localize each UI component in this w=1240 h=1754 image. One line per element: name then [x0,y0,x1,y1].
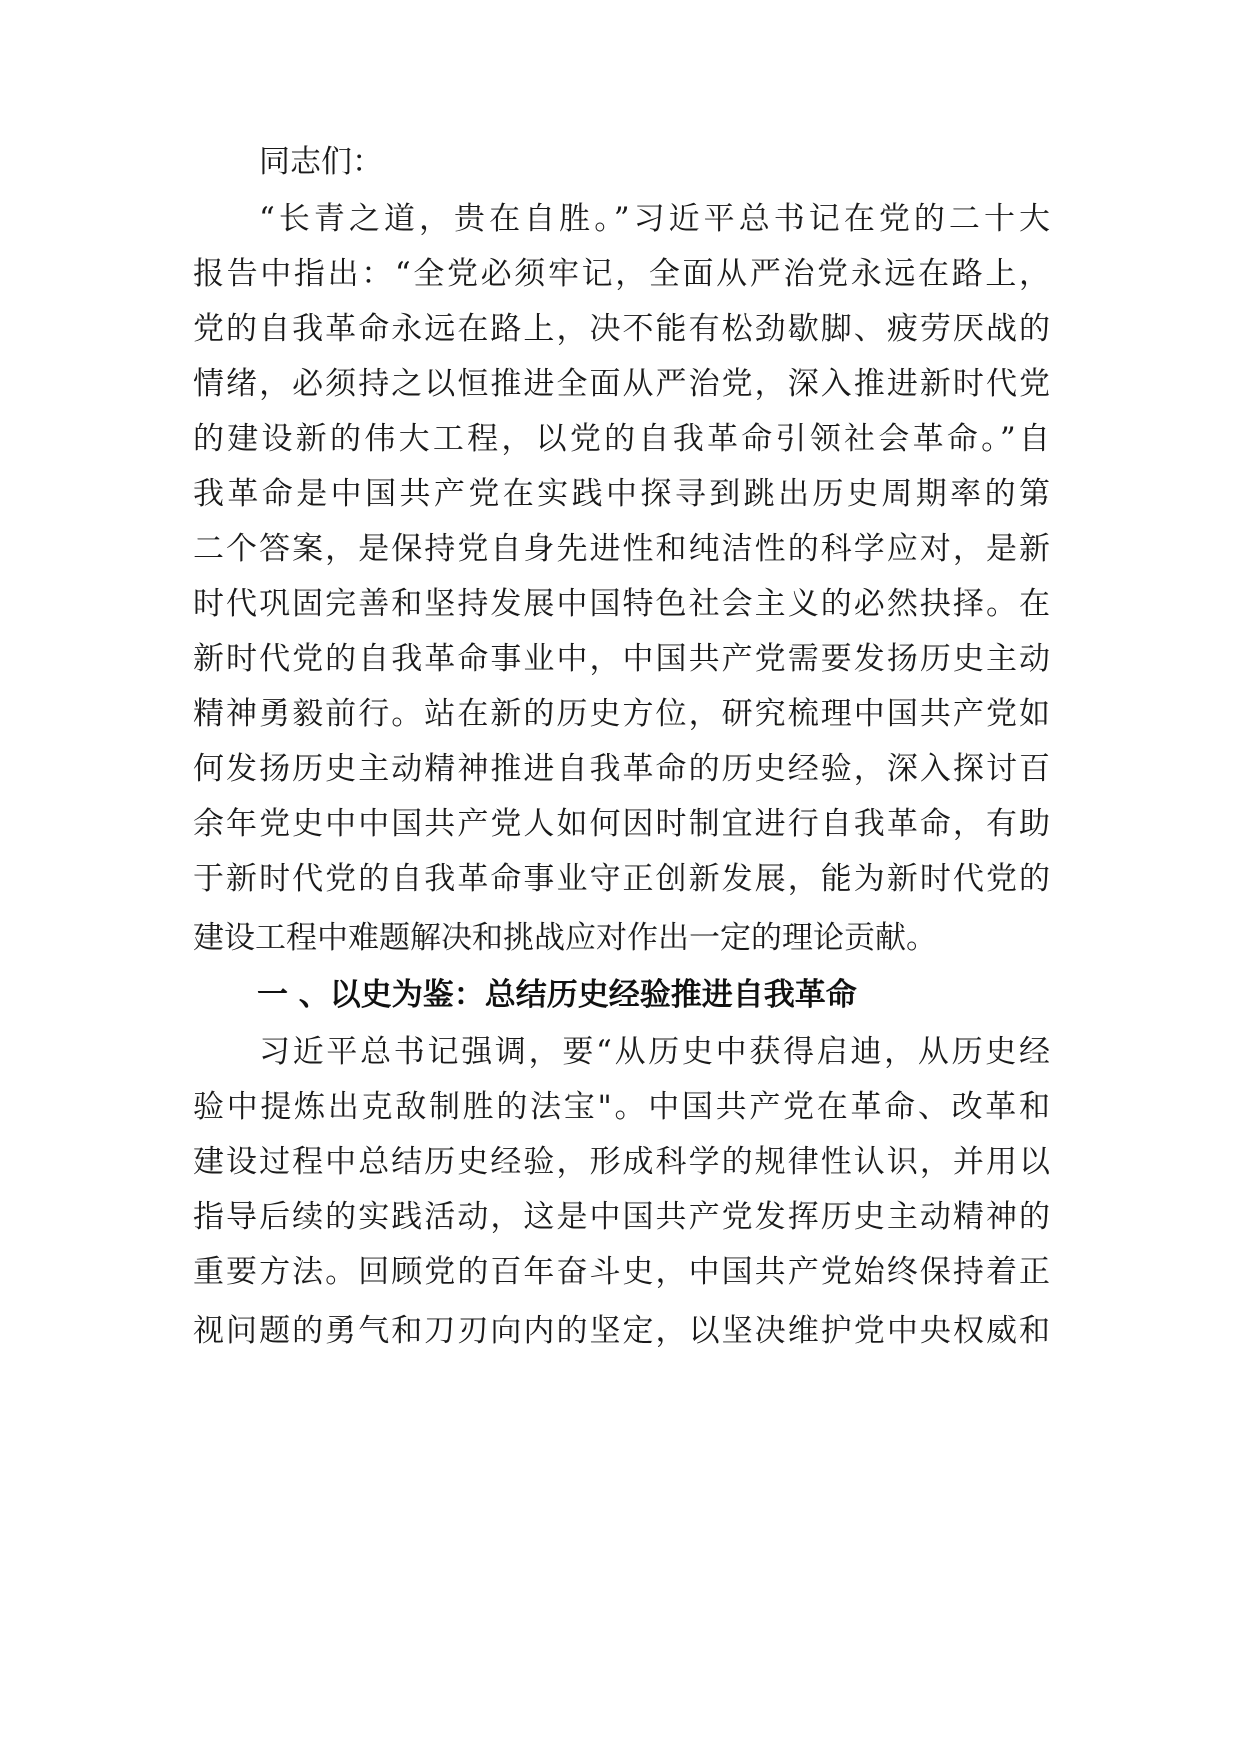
paragraph-line: 建设过程中总结历史经验，形成科学的规律性认识，并用以 [193,1144,1050,1180]
section-heading: 一 、以史为鉴：总结历史经验推进自我革命 [257,977,857,1013]
paragraph-line: 精神勇毅前行。站在新的历史方位，研究梳理中国共产党如 [193,696,1050,732]
paragraph-line: “长青之道，贵在自胜。”习近平总书记在党的二十大 [259,201,1050,237]
paragraph-line: 视问题的勇气和刀刃向内的坚定，以坚决维护党中央权威和 [193,1313,1050,1349]
paragraph-line: 的建设新的伟大工程，以党的自我革命引领社会革命。”自 [193,421,1050,457]
paragraph-line: 党的自我革命永远在路上，决不能有松劲歇脚、疲劳厌战的 [193,311,1050,347]
paragraph-line: 报告中指出：“全党必须牢记，全面从严治党永远在路上， [193,256,1050,292]
salutation: 同志们： [259,144,383,180]
paragraph-line: 二个答案，是保持党自身先进性和纯洁性的科学应对，是新 [193,531,1050,567]
paragraph-line: 何发扬历史主动精神推进自我革命的历史经验，深入探讨百 [193,751,1050,787]
paragraph-line: 于新时代党的自我革命事业守正创新发展，能为新时代党的 [193,861,1050,897]
paragraph-line: 情绪，必须持之以恒推进全面从严治党，深入推进新时代党 [193,366,1050,402]
paragraph-line: 时代巩固完善和坚持发展中国特色社会主义的必然抉择。在 [193,586,1050,622]
paragraph-line: 余年党史中中国共产党人如何因时制宜进行自我革命，有助 [193,806,1050,842]
paragraph-line: 指导后续的实践活动，这是中国共产党发挥历史主动精神的 [193,1199,1050,1235]
paragraph-line: 建设工程中难题解决和挑战应对作出一定的理论贡献。 [193,920,937,956]
paragraph-line: 我革命是中国共产党在实践中探寻到跳出历史周期率的第 [193,476,1050,512]
paragraph-line: 习近平总书记强调，要“从历史中获得启迪，从历史经 [259,1034,1050,1070]
paragraph-line: 新时代党的自我革命事业中，中国共产党需要发扬历史主动 [193,641,1050,677]
paragraph-line: 重要方法。回顾党的百年奋斗史，中国共产党始终保持着正 [193,1254,1050,1290]
paragraph-line: 验中提炼出克敌制胜的法宝"。中国共产党在革命、改革和 [193,1089,1050,1125]
